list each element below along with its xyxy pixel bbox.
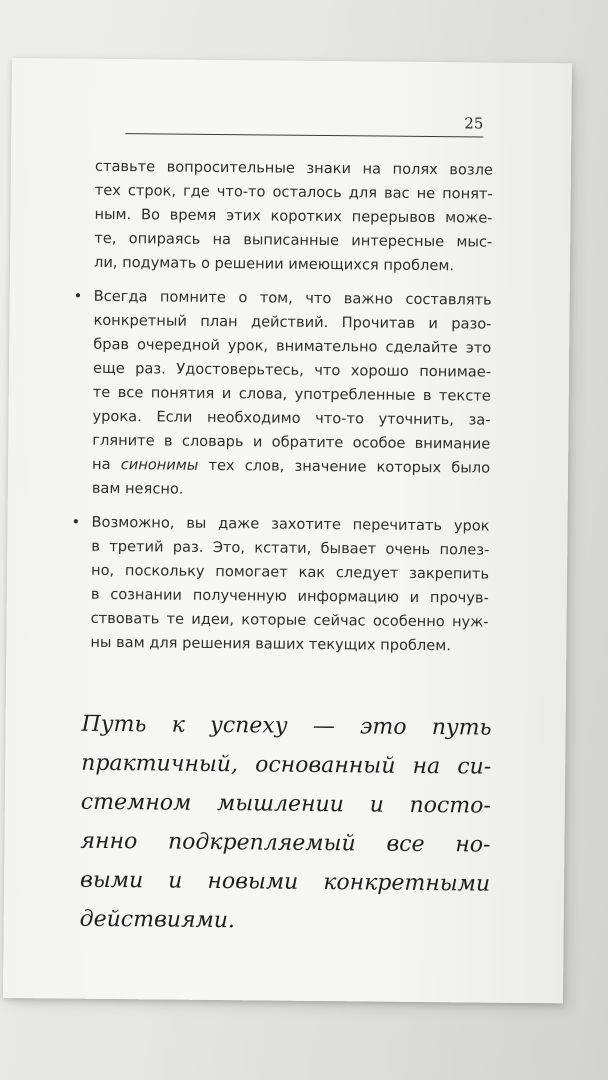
text-line: ли, подумать о решении имеющихся проблем. (93, 253, 455, 275)
text-line: брав очередной урок, внимательно сделайте это (93, 335, 492, 357)
text-line: тех строк, где что-то осталось для вас не понят- (94, 181, 493, 203)
text-line: но, поскольку помогает как следует закрепить (91, 561, 490, 583)
text-fragment: тех слов, значение которых было (198, 456, 491, 477)
text-fragment: на (92, 455, 121, 474)
text-line: вам неясно. (91, 479, 184, 498)
intro-paragraph (94, 155, 493, 279)
text-line: Всегда помните о том, что важно составлять (93, 287, 492, 309)
body-text (71, 155, 494, 669)
bullet-icon: • (71, 513, 81, 531)
pull-quote (80, 705, 492, 943)
text-line: Возможно, вы даже захотите перечитать урок (91, 513, 490, 535)
quote-line: янно подкрепляемый все но- (80, 828, 491, 858)
text-line: в третий раз. Это, кстати, бывает очень полез- (91, 537, 490, 559)
quote-line: Путь к успеху — это путь (81, 711, 492, 741)
text-line: гляните в словарь и обратите особое внимание (92, 431, 491, 453)
text-line: еще раз. Удостоверьтесь, что хорошо понимае- (92, 359, 492, 381)
book-page-container (3, 58, 572, 1003)
bullet-item-reread (71, 511, 490, 659)
bullet-item-plan (73, 285, 492, 505)
text-line: в сознании полученную информацию и прочув- (90, 585, 489, 607)
text-line: те все понятия и слова, употребленные в тексте (92, 383, 491, 405)
italic-term: синонимы (120, 456, 199, 474)
book-page (3, 58, 572, 1003)
quote-line: стемном мышлении и посто- (80, 789, 491, 819)
text-line: конкретный план действий. Прочитав и разо- (93, 311, 492, 333)
quote-line: действиями. (79, 906, 236, 934)
text-line: ны вам для решения ваших текущих проблем. (90, 633, 452, 655)
text-line: те, опираясь на выписанные интересные мыс- (94, 229, 493, 251)
text-line: ным. Во время этих коротких перерывов може- (94, 205, 493, 227)
page-number: 25 (464, 114, 484, 133)
text-line: ствовать те идеи, которые сейчас особенно нуж- (90, 609, 489, 631)
quote-line: практичный, основанный на си- (81, 750, 492, 780)
text-line: урока. Если необходимо что-то уточнить, за- (92, 407, 491, 429)
quote-line: выми и новыми конкретными (79, 867, 491, 897)
text-line: ставьте вопросительные знаки на полях возле (94, 157, 494, 179)
header-rule (125, 133, 483, 137)
bullet-icon: • (73, 287, 83, 305)
